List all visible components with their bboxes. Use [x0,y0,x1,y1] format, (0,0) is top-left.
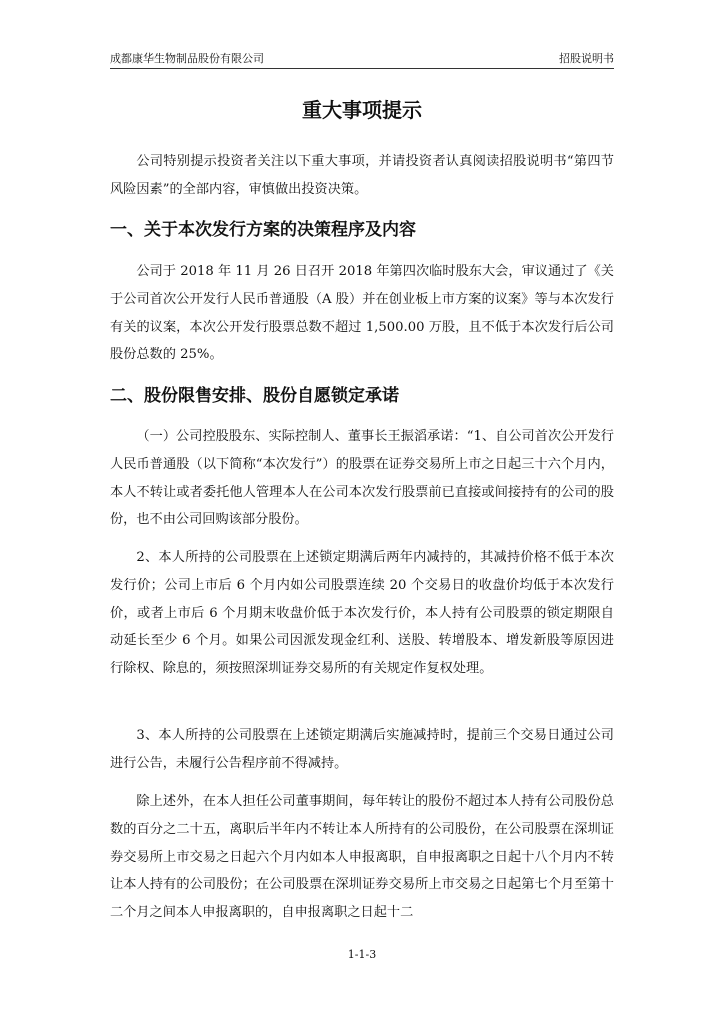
header-company-name: 成都康华生物制品股份有限公司 [110,52,264,65]
page-title: 重大事项提示 [302,98,422,122]
intro-paragraph: 公司特别提示投资者关注以下重大事项，并请投资者认真阅读招股说明书“第四节 风险因素”的全部内容，审慎做出投资决策。 [110,154,614,197]
section-2-paragraph-1: （一）公司控股股东、实际控制人、董事长王振滔承诺：“1、自公司首次公开发行人民币普通股（以下简称“本次发行”）的股票在证券交易所上市之日起三十六个月内，本人不转让或者委托他人管理本人在公司本次发行股票前已直接或间接持有的公司的股份，也不由公司回购该部分股份。 [110,429,614,528]
section-2-paragraph-2: 2、本人所持的公司股票在上述锁定期满后两年内减持的，其减持价格不低于本次发行价；公司上市后 6 个月内如公司股票连续 20 个交易日的收盘价均低于本次发行价，或者上市后 6 个月期末收盘价低于本次发行价，本人持有公司股票的锁定期限自动延长至少 6 个月。如果公司因派发现金红利、送股、转增股本、增发新股等原因进行除权、除息的，须按照深圳证券交易所的有关规定作复权处理。 [110,550,614,677]
section-heading-2: 二、股份限售安排、股份自愿锁定承诺 [110,386,399,406]
section-2-paragraph-4: 除上述外，在本人担任公司董事期间，每年转让的股份不超过本人持有公司股份总数的百分之二十五，离职后半年内不转让本人所持有的公司股份，在公司股票在深圳证券交易所上市交易之日起六个月内如本人申报离职，自申报离职之日起十八个月内不转让本人持有的公司股份；在公司股票在深圳证券交易所上市交易之日起第七个月至第十二个月之间本人申报离职的，自申报离职之日起十二 [110,794,614,921]
header-document-type: 招股说明书 [559,52,614,65]
section-2-paragraph-3: 3、本人所持的公司股票在上述锁定期满后实施减持时，提前三个交易日通过公司进行公告，未履行公告程序前不得减持。 [110,728,614,771]
page-number: 1-1-3 [347,948,377,961]
section-1-paragraph: 公司于 2018 年 11 月 26 日召开 2018 年第四次临时股东大会，审议通过了《关于公司首次公开发行人民币普通股（A 股）并在创业板上市方案的议案》等与本次发行有关的议案，本次公开发行股票总数不超过 1,500.00 万股，且不低于本次发行后公司股份总数的 25%。 [110,264,614,363]
section-heading-1: 一、关于本次发行方案的决策程序及内容 [110,220,416,240]
page-header [110,50,614,69]
